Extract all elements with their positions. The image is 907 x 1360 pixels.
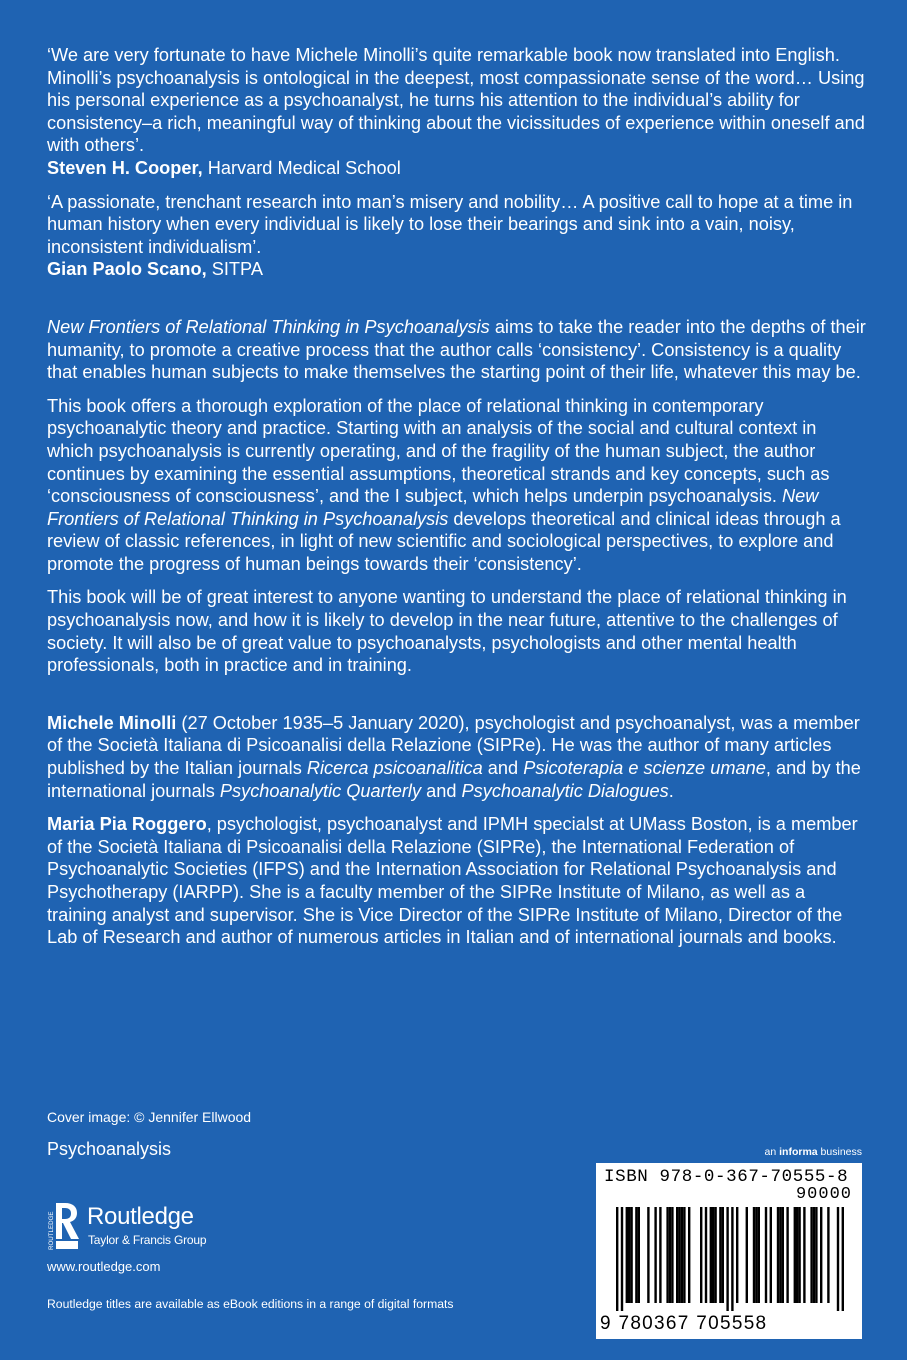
barcode-bar xyxy=(678,1207,680,1303)
barcode-bar xyxy=(628,1207,630,1303)
logo-vertical-text: ROUTLEDGE xyxy=(48,1211,55,1250)
barcode-bar xyxy=(654,1207,656,1303)
barcode-bar xyxy=(755,1207,757,1303)
barcode-bar xyxy=(837,1207,839,1311)
ebook-note: Routledge titles are available as eBook editions in a range of digital formats xyxy=(47,1297,454,1311)
barcode-bar xyxy=(712,1207,714,1303)
barcode-bar xyxy=(731,1207,733,1311)
barcode-bar xyxy=(803,1207,805,1303)
book-title: New Frontiers of Relational Thinking in Psychoanalysis xyxy=(47,486,819,529)
publisher-website[interactable]: www.routledge.com xyxy=(47,1259,161,1274)
barcode-bar xyxy=(621,1207,623,1311)
barcode-bar xyxy=(842,1207,844,1311)
publisher-name: Routledge xyxy=(87,1203,194,1230)
author-bio-2: Maria Pia Roggero, psychologist, psychoanalyst and IPMH specialst at UMass Boston, is a member of the Società Italiana di Psicoanalisi della Relazione (SIPRe), the International Federation of Psychoanalytic Societies (IFPS) and the Internation Association for Relational Psychoanalysis and Psychotherapy (IARPP). She is a faculty member of the SIPRe Institute of Milano, as well as a training analyst and supervisor. She is Vice Director of the SIPRe Institute of Milano, Director of the Lab of Research and author of numerous articles in Italian and of international journals and books. xyxy=(47,814,858,948)
barcode-bar xyxy=(710,1207,712,1303)
praise-name-2: Gian Paolo Scano, xyxy=(47,259,207,280)
barcode-bar xyxy=(777,1207,779,1303)
barcode-bar xyxy=(770,1207,772,1303)
subject-category: Psychoanalysis xyxy=(47,1139,172,1159)
barcode-bar xyxy=(635,1207,637,1303)
isbn-text: ISBN 978-0-367-70555-8 xyxy=(604,1167,849,1187)
praise-quote-2: ‘A passionate, trenchant research into man’s misery and nobility… A positive call to hope at a time in human history when every individual is likely to lose their bearings and sink into a vain, noisy, inconsistent individualism’. Gian Paolo Scano, SITPA xyxy=(47,191,853,280)
author-name-1: Michele Minolli xyxy=(47,712,177,733)
barcode-bar xyxy=(722,1207,724,1303)
isbn-barcode xyxy=(596,1163,862,1339)
barcode-bar xyxy=(796,1207,798,1303)
book-title: New Frontiers of Relational Thinking in Psychoanalysis xyxy=(47,316,490,337)
praise-name-1: Steven H. Cooper, xyxy=(47,157,203,178)
barcode-bar xyxy=(626,1207,628,1303)
barcode-bar xyxy=(659,1207,661,1303)
barcode-bar xyxy=(813,1207,815,1303)
barcode-bar xyxy=(779,1207,781,1303)
description-paragraph-2: This book offers a thorough exploration of the place of relational thinking in contemporary psychoanalytic theory and practice. Starting with an analysis of the social and cultural context in which psychoanalysis is currently operating, and of the fragility of the human subject, the author continues by examining the essential assumptions, theoretical strands and key concepts, such as ‘consciousness of consciousness’, and the I subject, which helps underpin psychoanalysis. New Frontiers of Relational Thinking in Psychoanalysis develops theoretical and clinical ideas through a review of classic references, in light of new scientific and sociological perspectives, to explore and promote the progress of human beings towards their ‘consistency’. xyxy=(47,395,841,574)
description-paragraph-1: New Frontiers of Relational Thinking in Psychoanalysis aims to take the reader into the depths of their humanity, to promote a creative process that the author calls ‘consistency’. Consistency is a quality that enables human subjects to make themselves the starting point of their life, whatever this may be. xyxy=(47,316,866,383)
barcode-bar xyxy=(700,1207,702,1303)
author-name-2: Maria Pia Roggero xyxy=(47,814,207,835)
barcode-bar xyxy=(681,1207,683,1303)
barcode-bar xyxy=(676,1207,678,1303)
barcode-bar xyxy=(688,1207,690,1303)
publisher-logo xyxy=(47,1201,267,1253)
publisher-group: Taylor & Francis Group xyxy=(88,1233,207,1247)
description-paragraph-3: This book will be of great interest to anyone wanting to understand the place of relational thinking in psychoanalysis now, and how it is likely to develop in the near future, attentive to the challenges of society. It will also be of great value to psychoanalysts, psychologists and other mental health professionals, both in practice and in training. xyxy=(47,587,847,676)
barcode-bar xyxy=(683,1207,685,1303)
barcode-bars xyxy=(608,1207,852,1311)
barcode-bar xyxy=(765,1207,767,1303)
informa-tagline: an informa business xyxy=(764,1146,862,1158)
routledge-r-icon xyxy=(47,1201,79,1251)
barcode-bar xyxy=(798,1207,800,1303)
barcode-bar xyxy=(746,1207,748,1303)
ean-digits: 9 780367 705558 xyxy=(600,1313,768,1334)
barcode-bar xyxy=(671,1207,673,1303)
price-code: 90000 xyxy=(795,1185,852,1204)
back-cover-text xyxy=(47,44,867,949)
barcode-bar xyxy=(794,1207,796,1303)
barcode-bar xyxy=(630,1207,632,1303)
barcode-bar xyxy=(815,1207,817,1303)
praise-affiliation-2: SITPA xyxy=(206,259,263,280)
barcode-bar xyxy=(705,1207,707,1303)
barcode-bar xyxy=(820,1207,822,1303)
barcode-bar xyxy=(647,1207,649,1303)
barcode-bar xyxy=(719,1207,721,1303)
praise-affiliation-1: Harvard Medical School xyxy=(202,157,401,178)
barcode-bar xyxy=(753,1207,755,1303)
barcode-bar xyxy=(666,1207,668,1303)
cover-credit: Cover image: © Jennifer Ellwood xyxy=(47,1109,252,1125)
barcode-bar xyxy=(827,1207,829,1303)
barcode-bar xyxy=(782,1207,784,1303)
barcode-bar xyxy=(810,1207,812,1303)
barcode-bar xyxy=(758,1207,760,1303)
barcode-bar xyxy=(638,1207,640,1303)
barcode-bar xyxy=(616,1207,618,1311)
barcode-bar xyxy=(669,1207,671,1303)
barcode-bar xyxy=(714,1207,716,1303)
praise-quote-1: ‘We are very fortunate to have Michele Minolli’s quite remarkable book now translated into English. Minolli’s psychoanalysis is ontological in the deepest, most compassionate sense of the word… Using his personal experience as a psychoanalyst, he turns his attention to the individual’s ability for consistency–a rich, meaningful way of thinking about the vicissitudes of experience within oneself and with others’. Steven H. Cooper, Harvard Medical School xyxy=(47,45,865,178)
barcode-bar xyxy=(726,1207,728,1311)
author-bio-1: Michele Minolli (27 October 1935–5 January 2020), psychologist and psychoanalyst, was a member of the Società Italiana di Psicoanalisi della Relazione (SIPRe). He was the author of many articles published by the Italian journals Ricerca psicoanalitica and Psicoterapia e scienze umane, and by the international journals Psychoanalytic Quarterly and Psychoanalytic Dialogues. xyxy=(47,712,861,801)
barcode-bar xyxy=(736,1207,738,1303)
barcode-bar xyxy=(786,1207,788,1303)
